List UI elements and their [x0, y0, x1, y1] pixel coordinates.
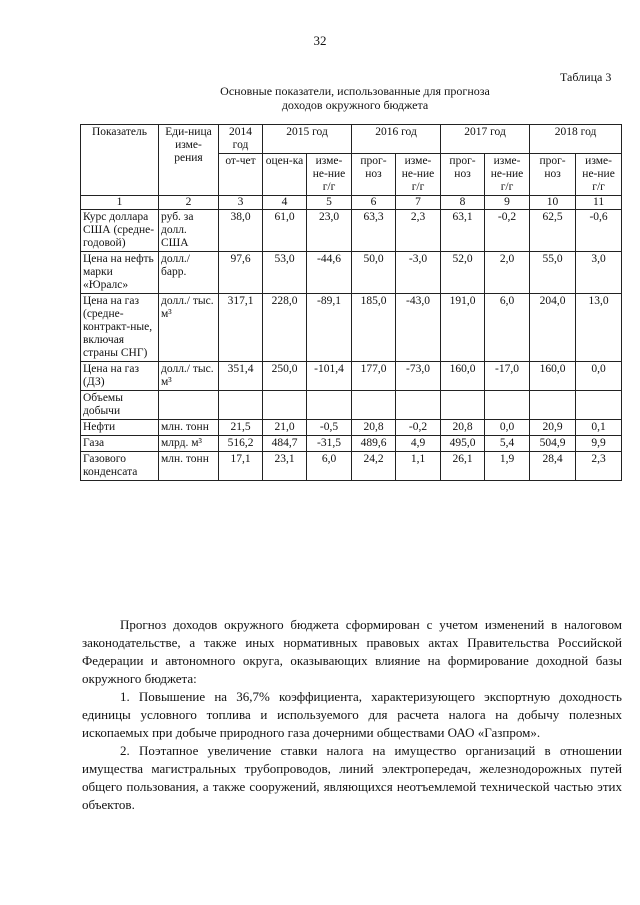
row-label: Объемы добычи — [81, 391, 159, 420]
subheader-forecast: прог-ноз — [530, 154, 576, 196]
value-cell — [307, 391, 352, 420]
row-unit: руб. за долл. США — [159, 210, 219, 252]
subheader-forecast: прог-ноз — [441, 154, 485, 196]
value-cell: -0,2 — [485, 210, 530, 252]
value-cell — [530, 391, 576, 420]
value-cell: 3,0 — [576, 252, 622, 294]
table-row — [81, 210, 622, 252]
value-cell: 97,6 — [219, 252, 263, 294]
value-cell: 0,0 — [576, 362, 622, 391]
value-cell: -3,0 — [396, 252, 441, 294]
header-year-2018: 2018 год — [530, 125, 622, 154]
value-cell: 6,0 — [307, 452, 352, 481]
value-cell: 38,0 — [219, 210, 263, 252]
header-unit: Еди-ница изме-рения — [159, 125, 219, 196]
column-number: 1 — [81, 196, 159, 210]
value-cell: -31,5 — [307, 436, 352, 452]
header-year-2014: 2014 год — [219, 125, 263, 154]
row-label: Нефти — [81, 420, 159, 436]
table-row — [81, 252, 622, 294]
value-cell — [352, 391, 396, 420]
value-cell: 489,6 — [352, 436, 396, 452]
value-cell: 61,0 — [263, 210, 307, 252]
column-number: 3 — [219, 196, 263, 210]
row-unit: долл./ тыс. м³ — [159, 294, 219, 362]
value-cell: 9,9 — [576, 436, 622, 452]
table-body — [81, 196, 622, 481]
value-cell: 0,1 — [576, 420, 622, 436]
subheader-forecast: прог-ноз — [352, 154, 396, 196]
value-cell: 317,1 — [219, 294, 263, 362]
column-number: 7 — [396, 196, 441, 210]
subheader-change: изме-не-ние г/г — [307, 154, 352, 196]
value-cell — [263, 391, 307, 420]
body-text — [82, 616, 622, 814]
value-cell: 185,0 — [352, 294, 396, 362]
value-cell — [396, 391, 441, 420]
value-cell: -89,1 — [307, 294, 352, 362]
value-cell: 1,1 — [396, 452, 441, 481]
value-cell: 504,9 — [530, 436, 576, 452]
value-cell: 23,0 — [307, 210, 352, 252]
value-cell: 55,0 — [530, 252, 576, 294]
subheader-change: изме-не-ние г/г — [485, 154, 530, 196]
value-cell: 26,1 — [441, 452, 485, 481]
value-cell: -0,5 — [307, 420, 352, 436]
value-cell: 23,1 — [263, 452, 307, 481]
value-cell: 20,9 — [530, 420, 576, 436]
value-cell: 4,9 — [396, 436, 441, 452]
value-cell: 160,0 — [530, 362, 576, 391]
value-cell: -0,2 — [396, 420, 441, 436]
column-number: 2 — [159, 196, 219, 210]
column-number: 10 — [530, 196, 576, 210]
value-cell: 20,8 — [352, 420, 396, 436]
table-title — [165, 84, 545, 112]
value-cell: 204,0 — [530, 294, 576, 362]
value-cell: 20,8 — [441, 420, 485, 436]
value-cell: 63,3 — [352, 210, 396, 252]
value-cell: 62,5 — [530, 210, 576, 252]
row-unit — [159, 391, 219, 420]
table-title-line-2: доходов окружного бюджета — [281, 98, 429, 112]
value-cell — [485, 391, 530, 420]
table-label: Таблица 3 — [560, 70, 612, 84]
row-label: Цена на газ (ДЗ) — [81, 362, 159, 391]
subheader-change: изме-не-ние г/г — [576, 154, 622, 196]
value-cell: 484,7 — [263, 436, 307, 452]
column-number: 9 — [485, 196, 530, 210]
table-row — [81, 391, 622, 420]
value-cell: 495,0 — [441, 436, 485, 452]
header-year-2016: 2016 год — [352, 125, 441, 154]
value-cell: 2,3 — [396, 210, 441, 252]
value-cell: 63,1 — [441, 210, 485, 252]
column-number: 4 — [263, 196, 307, 210]
subheader-report: от-чет — [219, 154, 263, 196]
value-cell: 21,5 — [219, 420, 263, 436]
value-cell: 160,0 — [441, 362, 485, 391]
row-unit: млн. тонн — [159, 420, 219, 436]
row-label: Курс доллара США (средне-годовой) — [81, 210, 159, 252]
value-cell: 1,9 — [485, 452, 530, 481]
subheader-estimate: оцен-ка — [263, 154, 307, 196]
row-unit: млн. тонн — [159, 452, 219, 481]
paragraph: 1. Повышение на 36,7% коэффициента, характеризующего экспортную доходность единицы условного топлива и используемого для расчета налога на добычу полезных ископаемых при добыче природного газа дочерними обществами ОАО «Газпром». — [82, 689, 622, 740]
table-row — [81, 362, 622, 391]
value-cell: 53,0 — [263, 252, 307, 294]
header-year-2017: 2017 год — [441, 125, 530, 154]
row-unit: долл./ барр. — [159, 252, 219, 294]
value-cell: 24,2 — [352, 452, 396, 481]
indicators-table — [80, 124, 622, 481]
value-cell: 2,3 — [576, 452, 622, 481]
paragraph: Прогноз доходов окружного бюджета сформирован с учетом изменений в налоговом законодательстве, а также иных нормативных правовых актах Правительства Российской Федерации и автономного округа, оказывающих влияние на формирование доходной базы окружного бюджета: — [82, 617, 622, 686]
row-label: Газового конденсата — [81, 452, 159, 481]
value-cell: 351,4 — [219, 362, 263, 391]
row-unit: долл./ тыс. м³ — [159, 362, 219, 391]
value-cell: 516,2 — [219, 436, 263, 452]
value-cell: -17,0 — [485, 362, 530, 391]
row-label: Газа — [81, 436, 159, 452]
table-title-line-1: Основные показатели, использованные для прогноза — [220, 84, 490, 98]
value-cell: -43,0 — [396, 294, 441, 362]
value-cell: 0,0 — [485, 420, 530, 436]
column-number: 6 — [352, 196, 396, 210]
value-cell: -101,4 — [307, 362, 352, 391]
value-cell: 191,0 — [441, 294, 485, 362]
value-cell — [576, 391, 622, 420]
row-label: Цена на нефть марки «Юралс» — [81, 252, 159, 294]
header-indicator: Показатель — [81, 125, 159, 196]
subheader-change: изме-не-ние г/г — [396, 154, 441, 196]
header-year-2015: 2015 год — [263, 125, 352, 154]
value-cell: 250,0 — [263, 362, 307, 391]
column-numbers-row — [81, 196, 622, 210]
row-label: Цена на газ (средне-контракт-ные, включая страны СНГ) — [81, 294, 159, 362]
value-cell: 52,0 — [441, 252, 485, 294]
value-cell: 6,0 — [485, 294, 530, 362]
value-cell: 5,4 — [485, 436, 530, 452]
value-cell: -0,6 — [576, 210, 622, 252]
table-row — [81, 436, 622, 452]
value-cell: 28,4 — [530, 452, 576, 481]
value-cell: 2,0 — [485, 252, 530, 294]
paragraph: 2. Поэтапное увеличение ставки налога на имущество организаций в отношении имущества магистральных трубопроводов, линий электропередач, железнодорожных путей общего пользования, а также сооружений, являющихся неотъемлемой технической частью этих объектов. — [82, 743, 622, 812]
value-cell: -44,6 — [307, 252, 352, 294]
column-number: 5 — [307, 196, 352, 210]
value-cell: 17,1 — [219, 452, 263, 481]
table-row — [81, 452, 622, 481]
value-cell — [441, 391, 485, 420]
table-row — [81, 294, 622, 362]
value-cell: 50,0 — [352, 252, 396, 294]
value-cell: 13,0 — [576, 294, 622, 362]
value-cell: 177,0 — [352, 362, 396, 391]
value-cell — [219, 391, 263, 420]
column-number: 8 — [441, 196, 485, 210]
column-number: 11 — [576, 196, 622, 210]
value-cell: -73,0 — [396, 362, 441, 391]
table-row — [81, 420, 622, 436]
value-cell: 228,0 — [263, 294, 307, 362]
page-number: 32 — [313, 33, 327, 48]
value-cell: 21,0 — [263, 420, 307, 436]
row-unit: млрд. м³ — [159, 436, 219, 452]
